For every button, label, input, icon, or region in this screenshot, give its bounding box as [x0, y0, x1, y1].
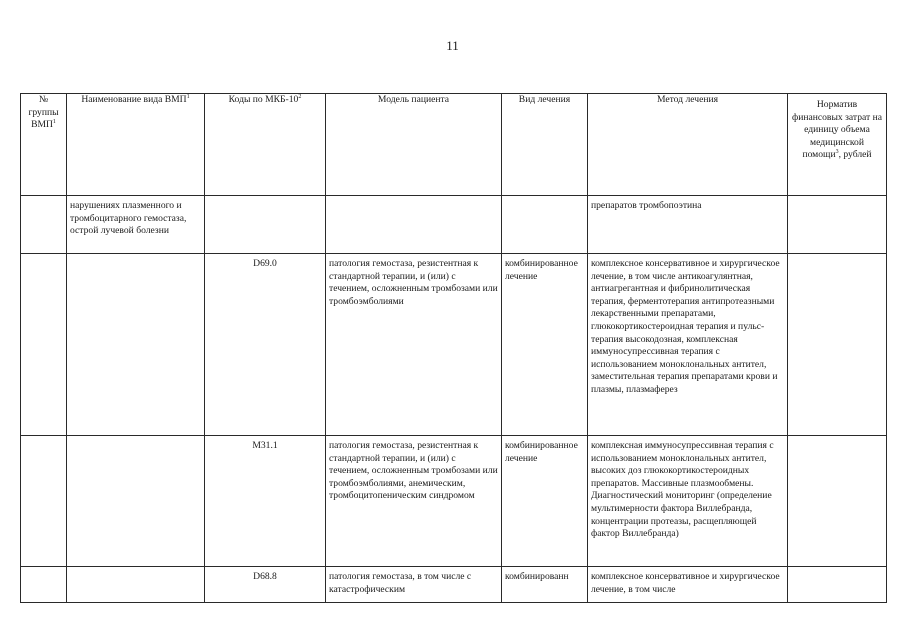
- cell-patient-model: [326, 196, 502, 254]
- cell-type-name: [67, 436, 205, 567]
- cell-group-number: [21, 254, 67, 436]
- table-row: [21, 436, 887, 567]
- cell-norm: [788, 567, 887, 603]
- cell-treatment-method: комплексное консервативное и хирургическое лечение, в том числе антикоагулянтная, антиагрегантная и фибринолитическая терапия, ферментотерапия антипротеазными лекарственными препаратами, глюкокортикостероидная терапия и пульс-терапия высокодозная, комплексная иммуносупрессивная терапия с использованием моноклональных антител, заместительная терапия препаратами крови и плазмы, плазмаферез: [588, 254, 788, 436]
- cell-icd-code: D68.8: [205, 567, 326, 603]
- cell-norm: [788, 436, 887, 567]
- cell-patient-model: патология гемостаза, в том числе с катастрофическим: [326, 567, 502, 603]
- page-number: 11: [446, 38, 459, 53]
- cell-type-name: [67, 254, 205, 436]
- cell-treatment-type: комбинированн: [502, 567, 588, 603]
- header-group-number: № группы ВМП$^1$: [21, 94, 67, 196]
- cell-icd-code: M31.1: [205, 436, 326, 567]
- cell-group-number: [21, 436, 67, 567]
- cell-norm: [788, 196, 887, 254]
- table-row: [21, 567, 887, 603]
- cell-type-name: нарушениях плазменного и тромбоцитарного гемостаза, острой лучевой болезни: [67, 196, 205, 254]
- cell-group-number: [21, 567, 67, 603]
- cell-patient-model: патология гемостаза, резистентная к стандартной терапии, и (или) с течением, осложненным тромбозами или тромбоэмболиями, анемическим, тромбоцитопеническим синдромом: [326, 436, 502, 567]
- cell-treatment-method: комплексное консервативное и хирургическое лечение, в том числе: [588, 567, 788, 603]
- header-norm: Норматив финансовых затрат на единицу объема медицинской помощи$^3$, рублей: [788, 94, 887, 196]
- table-row: [21, 254, 887, 436]
- header-patient-model: Модель пациента: [326, 94, 502, 196]
- medical-care-table: [20, 93, 887, 603]
- header-treatment-type: Вид лечения: [502, 94, 588, 196]
- cell-patient-model: патология гемостаза, резистентная к стандартной терапии, и (или) с течением, осложненным тромбозами или тромбоэмболиями: [326, 254, 502, 436]
- table-row: [21, 196, 887, 254]
- cell-norm: [788, 254, 887, 436]
- header-type-name: Наименование вида ВМП$^1$: [67, 94, 205, 196]
- cell-treatment-method: препаратов тромбопоэтина: [588, 196, 788, 254]
- cell-treatment-method: комплексная иммуносупрессивная терапия с использованием моноклональных антител, высоких доз глюкокортикостероидных препаратов. Массивные плазмообмены. Диагностический мониторинг (определение мультимерности фактора Виллебранда, концентрации протеазы, расщепляющей фактор Виллебранда): [588, 436, 788, 567]
- cell-type-name: [67, 567, 205, 603]
- table-header-row: [21, 94, 887, 196]
- cell-treatment-type: комбинированное лечение: [502, 254, 588, 436]
- header-treatment-method: Метод лечения: [588, 94, 788, 196]
- header-icd-codes: Коды по МКБ-$10^2$: [205, 94, 326, 196]
- cell-icd-code: [205, 196, 326, 254]
- cell-icd-code: D69.0: [205, 254, 326, 436]
- cell-treatment-type: [502, 196, 588, 254]
- cell-group-number: [21, 196, 67, 254]
- cell-treatment-type: комбинированное лечение: [502, 436, 588, 567]
